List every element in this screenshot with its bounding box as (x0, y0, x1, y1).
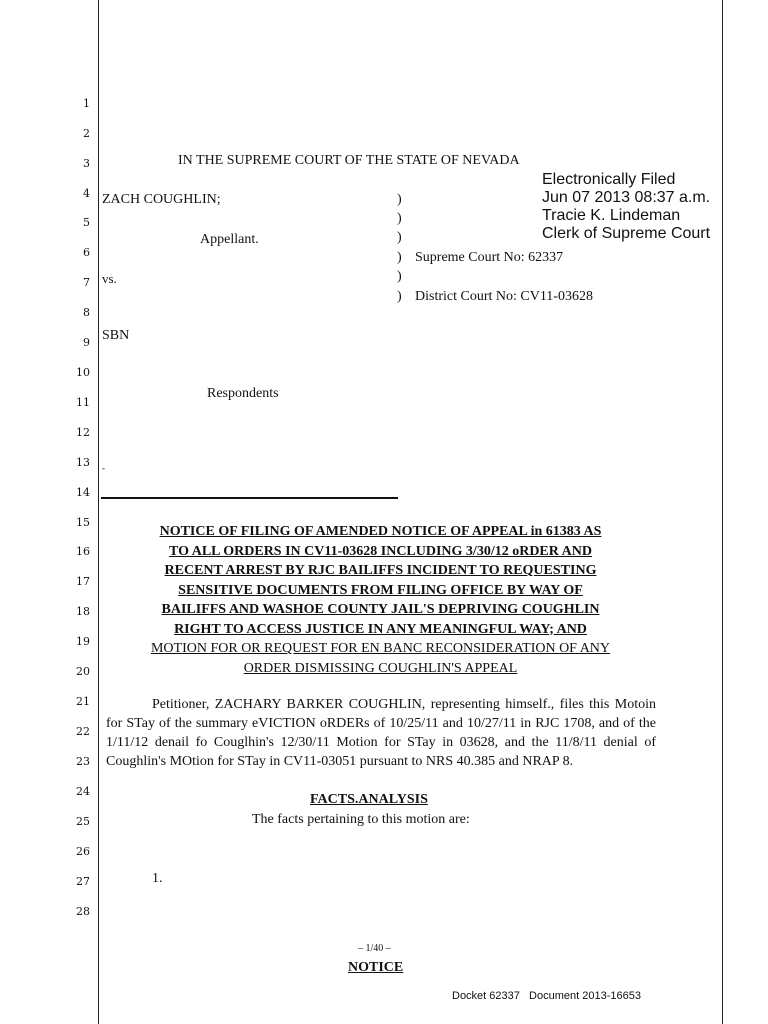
caption-paren: ) (397, 250, 402, 265)
supreme-court-number: Supreme Court No: 62337 (415, 250, 564, 265)
title-line: ORDER DISMISSING COUGHLIN'S APPEAL (243, 660, 518, 676)
line-number: 13 (76, 456, 90, 469)
title-line: TO ALL ORDERS IN CV11-03628 INCLUDING 3/30/12 oRDER AND (169, 543, 592, 559)
line-number: 9 (83, 336, 90, 349)
caption-paren: ) (397, 269, 402, 284)
court-heading: IN THE SUPREME COURT OF THE STATE OF NEVADA (178, 153, 520, 168)
versus-label: vs. (102, 271, 117, 286)
line-number: 27 (76, 875, 90, 888)
line-number: 12 (76, 426, 90, 439)
electronic-filing-stamp (542, 171, 710, 243)
line-number: 2 (83, 127, 90, 140)
line-number: 16 (76, 545, 90, 558)
stamp-line: Jun 07 2013 08:37 a.m. (542, 189, 711, 206)
respondent-name: SBN (102, 328, 130, 343)
stamp-line: Clerk of Supreme Court (542, 225, 711, 242)
appellant-name: ZACH COUGHLIN; (102, 192, 221, 207)
district-court-number: District Court No: CV11-03628 (415, 289, 593, 304)
body-paragraph: Petitioner, ZACHARY BARKER COUGHLIN, representing himself., files this Motoin for STay of the summary eVICTION oRDERs of 10/25/11 and 10/27/11 in RJC 1708, and of the 1/11/12 denail fo Couglhin's 12/30/11 Motion for STay in 03628, and the 11/8/11 denial of Coughlin's MOtion for STay in CV11-03051 pursuant to NRS 40.385 and NRAP 8. (106, 697, 656, 769)
line-number: 15 (76, 516, 90, 529)
caption-paren: ) (397, 211, 402, 226)
line-number: 17 (76, 575, 90, 588)
caption-paren: ) (397, 230, 402, 245)
line-number: 3 (83, 157, 90, 170)
stray-mark: - (102, 463, 105, 473)
line-number: 6 (83, 246, 90, 259)
line-number: 24 (76, 785, 90, 798)
line-number: 23 (76, 755, 90, 768)
title-line: RIGHT TO ACCESS JUSTICE IN ANY MEANINGFUL WAY; AND (174, 621, 587, 637)
title-line: SENSITIVE DOCUMENTS FROM FILING OFFICE BY WAY OF (178, 582, 583, 598)
appellant-role: Appellant. (200, 232, 259, 247)
document-title (108, 522, 653, 678)
right-margin-rule (722, 0, 723, 1024)
title-line: NOTICE OF FILING OF AMENDED NOTICE OF APPEAL in 61383 AS (159, 524, 602, 539)
line-number: 4 (83, 187, 90, 200)
line-number: 14 (76, 486, 90, 499)
line-number: 22 (76, 725, 90, 738)
title-line: BAILIFFS AND WASHOE COUNTY JAIL'S DEPRIVING COUGHLIN (161, 602, 600, 617)
left-margin-rule (98, 0, 99, 1024)
line-number: 10 (76, 366, 90, 379)
stamp-line: Electronically Filed (542, 171, 676, 188)
caption-paren: ) (397, 192, 402, 207)
caption-paren: ) (397, 289, 402, 304)
line-number: 25 (76, 815, 90, 828)
facts-intro: The facts pertaining to this motion are: (252, 812, 470, 827)
respondent-role: Respondents (207, 386, 279, 401)
line-number: 8 (83, 306, 90, 319)
line-number: 21 (76, 695, 90, 708)
title-line: MOTION FOR OR REQUEST FOR EN BANC RECONSIDERATION OF ANY (150, 641, 611, 656)
line-number: 18 (76, 605, 90, 618)
footer-title: NOTICE (348, 960, 404, 975)
line-number: 19 (76, 635, 90, 648)
line-number: 28 (76, 905, 90, 918)
line-number: 7 (83, 276, 90, 289)
stamp-line: Tracie K. Lindeman (542, 207, 681, 224)
line-number: 5 (83, 216, 90, 229)
page-number: – 1/40 – (358, 943, 391, 954)
section-heading: FACTS.ANALYSIS (310, 792, 428, 807)
list-item-number: 1. (152, 871, 163, 886)
title-line: RECENT ARREST BY RJC BAILIFFS INCIDENT TO REQUESTING (164, 563, 597, 578)
line-number: 26 (76, 845, 90, 858)
docket-footer: Docket 62337 Document 2013-16653 (452, 990, 641, 1002)
line-number: 1 (83, 97, 90, 110)
line-number: 11 (76, 396, 90, 409)
caption-rule (101, 497, 398, 499)
line-number: 20 (76, 665, 90, 678)
